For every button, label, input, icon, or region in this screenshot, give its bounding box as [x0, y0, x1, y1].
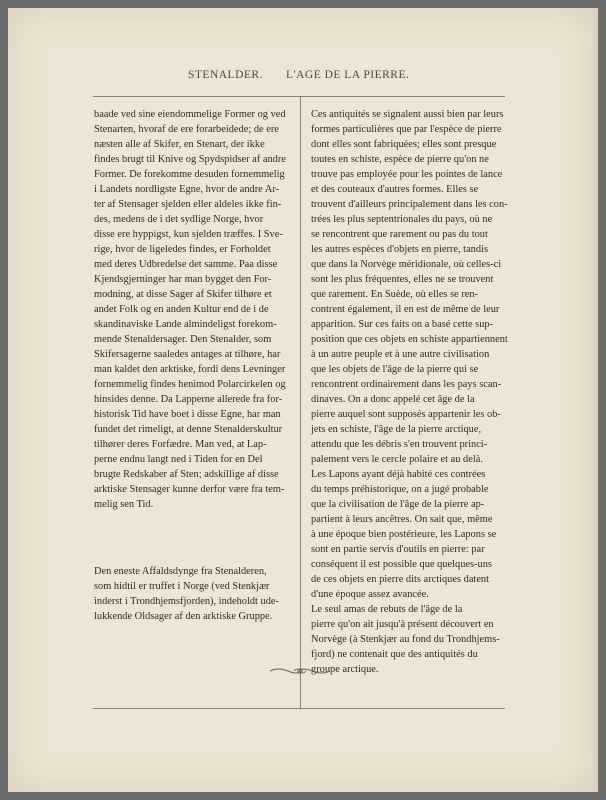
- french-text-line: rencontrent ordinairement dans les pays scan-: [311, 379, 502, 390]
- french-text-line: pierre auquel sont supposés appartenir les ob-: [311, 409, 501, 420]
- french-text-line: palement vers le cercle polaire et au delà.: [311, 454, 483, 465]
- french-text-line: conséquent il est possible que quelques-uns: [311, 559, 492, 570]
- norwegian-text-line: brugte Redskaber af Sten; adskillige af disse: [94, 469, 279, 480]
- french-text-line: de ces objets en pierre dits arctiques datent: [311, 574, 490, 585]
- norwegian-text-line: man kaldet den arktiske, fordi dens Levninger: [94, 364, 286, 375]
- running-header: [8, 69, 594, 89]
- french-text-line: dinaves. On a donc appelé cet âge de la: [311, 394, 475, 405]
- french-text-line: à un autre peuple et à une autre civilisation: [311, 349, 490, 360]
- french-text-line: apparition. Sur ces faits on a basé cette sup-: [311, 319, 494, 330]
- french-text-line: trées les plus septentrionales du pays, où ne: [311, 214, 493, 225]
- norwegian-text-line: Former. De forekomme desuden fornemmelig: [94, 169, 285, 180]
- french-text-line: groupe arctique.: [311, 664, 379, 675]
- norwegian-column: [94, 107, 292, 512]
- norwegian-text-line: fundet det rimeligt, at denne Stenalderskultur: [94, 424, 283, 435]
- bottom-rule: [93, 708, 505, 709]
- norwegian-text-line: melig sen Tid.: [94, 499, 154, 510]
- norwegian-text-line: mende Stenaldersager. Den Stenalder, som: [94, 334, 272, 345]
- norwegian-text-line: Skifersagerne saaledes antages at tilhøre, har: [94, 349, 281, 360]
- norwegian-text-line: perne endnu langt ned i Tiden for en Del: [94, 454, 263, 465]
- french-text-line: que dans la Norvège méridionale, où celles-ci: [311, 259, 502, 270]
- french-text-line: que rarement. En Suède, où elles se ren-: [311, 289, 479, 300]
- french-text-line: du temps préhistorique, on a jugé probable: [311, 484, 489, 495]
- top-rule: [93, 96, 505, 97]
- norwegian-text-line: skandinaviske Lande almindeligst forekom-: [94, 319, 277, 330]
- french-text-line: Les Lapons ayant déjà habité ces contrées: [311, 469, 486, 480]
- french-text-line: que les objets de l'âge de la pierre qui se: [311, 364, 479, 375]
- french-text-line: que la civilisation de l'âge de la pierre ap-: [311, 499, 485, 510]
- french-text-line: sont les plus fréquentes, elles ne se trouvent: [311, 274, 494, 285]
- norwegian-text-line: Kjendsgjerninger har man bygget den For-: [94, 274, 272, 285]
- french-text-line: trouve pas employée pour les pointes de lance: [311, 169, 503, 180]
- french-text-line: sont en partie servis d'outils en pierre: par: [311, 544, 485, 555]
- book-page: [8, 8, 594, 792]
- norwegian-text-line: i Landets nordligste Egne, hvor de andre Ar-: [94, 184, 280, 195]
- french-text-line: attendu que les débris s'en trouvent princi-: [311, 439, 488, 450]
- norwegian-text-line: ter af Stensager sjelden eller aldeles ikke fin-: [94, 199, 282, 210]
- french-text-line: jets en schiste, l'âge de la pierre arctique,: [311, 424, 482, 435]
- french-text-line: les autres espèces d'objets en pierre, tandis: [311, 244, 489, 255]
- norwegian-note-line: som hidtil er truffet i Norge (ved Stenkjær: [94, 581, 270, 592]
- norwegian-text-line: andet Folk og en anden Kultur end de i de: [94, 304, 269, 315]
- header-right: L'AGE DE LA PIERRE.: [286, 69, 410, 81]
- french-text-line: formes particulières que par l'espèce de pierre: [311, 124, 502, 135]
- norwegian-note: [94, 564, 292, 624]
- norwegian-text-line: findes brugt til Knive og Spydspidser af andre: [94, 154, 286, 165]
- french-text-line: se rencontrent que rarement ou pas du tout: [311, 229, 488, 240]
- french-text-line: toutes en schiste, espèce de pierre qu'on ne: [311, 154, 489, 165]
- norwegian-text-line: disse ere hyppigst, kun sjelden træffes. I Sve-: [94, 229, 283, 240]
- french-text-line: Ces antiquités se signalent aussi bien par leurs: [311, 109, 504, 120]
- norwegian-text-line: historisk Tid have boet i disse Egne, har man: [94, 409, 281, 420]
- french-text-line: trouvent d'ailleurs principalement dans les con-: [311, 199, 508, 210]
- french-text-line: partient à leurs ancêtres. On sait que, même: [311, 514, 493, 525]
- french-text-line: à une époque bien postérieure, les Lapons se: [311, 529, 497, 540]
- norwegian-text-line: arktiske Stensager kunne derfor være fra tem-: [94, 484, 285, 495]
- french-text-line: d'une époque assez avancée.: [311, 589, 429, 600]
- column-divider: [300, 96, 301, 708]
- norwegian-text-line: hinsides denne. Da Lapperne allerede fra for-: [94, 394, 283, 405]
- french-text-line: Le seul amas de rebuts de l'âge de la: [311, 604, 463, 615]
- norwegian-text-line: Stenarten, hvoraf de ere forarbeidede; de ere: [94, 124, 279, 135]
- french-text-line: Norvège (à Stenkjær au fond du Trondhjems-: [311, 634, 500, 645]
- french-column: [311, 107, 507, 677]
- norwegian-text-line: fornemmelig findes henimod Polarcirkelen og: [94, 379, 286, 390]
- norwegian-text-line: næsten alle af Skifer, en Stenart, der ikke: [94, 139, 265, 150]
- norwegian-text-line: modning, at disse Sager af Skifer tilhøre et: [94, 289, 272, 300]
- norwegian-text-line: rige, hvor de ligeledes findes, er Forholdet: [94, 244, 271, 255]
- page-edge: [594, 8, 598, 792]
- printer-ornament-icon: [268, 664, 332, 678]
- french-text-line: contrent également, il en est de même de leur: [311, 304, 500, 315]
- norwegian-text-line: des, medens de i det sydlige Norge, hvor: [94, 214, 264, 225]
- french-text-line: pierre qu'on ait jusqu'à présent découvert en: [311, 619, 494, 630]
- french-text-line: position que ces objets en schiste appartiennent: [311, 334, 508, 345]
- norwegian-text-line: med deres Udbredelse det samme. Paa disse: [94, 259, 278, 270]
- header-left: STENALDER.: [188, 69, 263, 81]
- norwegian-text-line: tilhører deres Forfædre. Man ved, at Lap-: [94, 439, 267, 450]
- norwegian-text-line: baade ved sine eiendommelige Former og ved: [94, 109, 286, 120]
- norwegian-note-line: lukkende Oldsager af den arktiske Gruppe.: [94, 611, 273, 622]
- french-text-line: dont elles sont fabriquées; elles sont presque: [311, 139, 497, 150]
- norwegian-note-line: inderst i Trondhjemsfjorden), indeholdt ude-: [94, 596, 279, 607]
- french-text-line: fjord) ne contenait que des antiquités du: [311, 649, 478, 660]
- norwegian-note-line: Den eneste Affaldsdynge fra Stenalderen,: [94, 566, 267, 577]
- french-text-line: et des couteaux d'autres formes. Elles se: [311, 184, 479, 195]
